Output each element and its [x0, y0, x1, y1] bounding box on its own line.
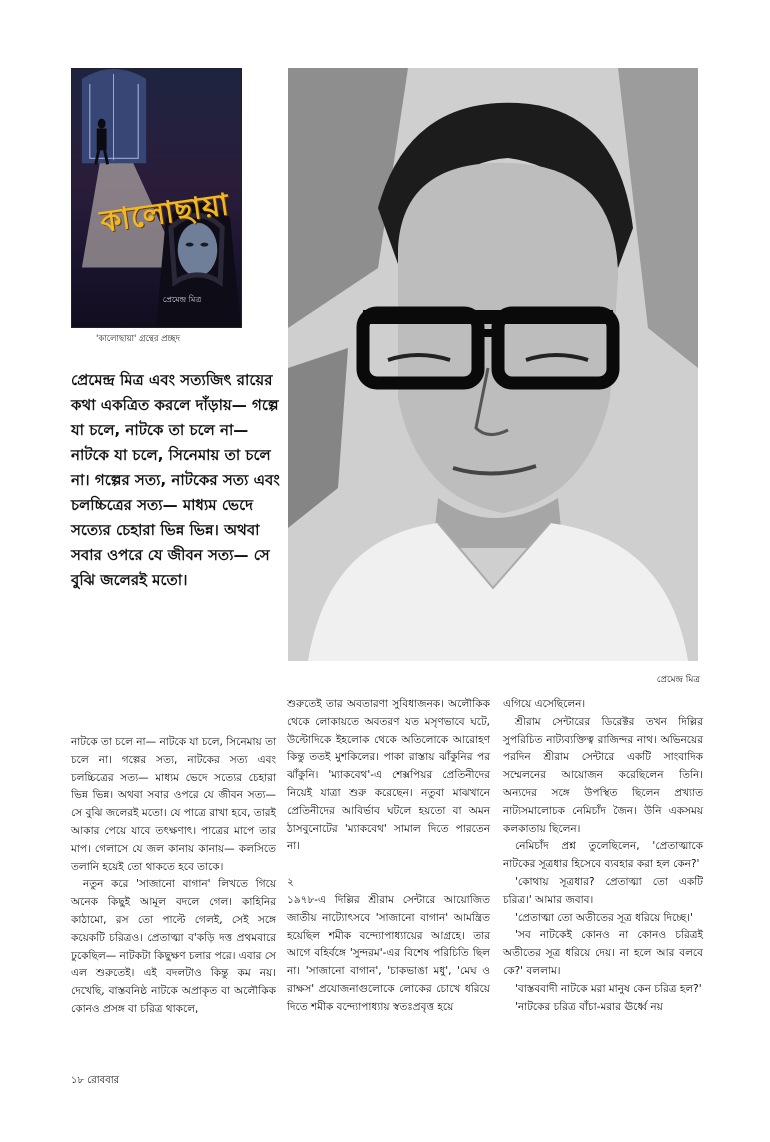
- article-column-3: [503, 696, 703, 1016]
- paragraph: শুরুতেই তার অবতারণা সুবিধাজনক। অলৌকিক থেকে লোকায়তে অবতরণ যত মসৃণভাবে ঘটে, উল্টোদিকে ইহলোক থেকে অতিলোকে আরোহণ কিন্তু ততই মুশকিলের। পাকা রাস্তায় ঝাঁকুনির পর ঝাঁকুনি। 'ম্যাকবেথ'-এ শেক্সপিয়র প্রেতিনীদের নিয়েই যাত্রা শুরু করেছেন। নতুবা মাঝখানে প্রেতিনীদের আবির্ভাব ঘটলে হয়তো বা অমন ঠাসবুনোটের 'ম্যাকবেথ' সামাল দিতে পারতেন না।: [287, 698, 490, 853]
- paragraph: নেমিচাঁদ প্রশ্ন তুলেছিলেন, 'প্রেতাত্মাকে নাটকের সূত্রধার হিসেবে ব্যবহার করা হল কেন?': [503, 840, 703, 871]
- paragraph: শ্রীরাম সেন্টারের ডিরেক্টর তখন দিল্লির সুপরিচিত নাট্যব্যক্তিত্ব রাজিন্দর নাথ। অভিনয়ের পরদিন শ্রীরাম সেন্টারে একটি সাংবাদিক সম্মেলনের আয়োজন করেছিলেন তিনি। অন্যদের সঙ্গে উপস্থিত ছিলেন প্রখ্যাত নাট্যসমালোচক নেমিচাঁদ জৈন। উনি একসময় কলকাতায় ছিলেন।: [503, 715, 703, 835]
- paragraph: 'সব নাটকেই কোনও না কোনও চরিত্রই অতীতের সূত্র ধরিয়ে দেয়। না হলে আর বলবে কে?' বললাম।: [503, 929, 703, 977]
- paragraph: এগিয়ে এসেছিলেন।: [503, 698, 586, 710]
- paragraph: 'বাস্তববাদী নাটকে মরা মানুষ কেন চরিত্র হল?': [515, 982, 702, 995]
- paragraph: ১৯৭৮-এ দিল্লির শ্রীরাম সেন্টারে আয়োজিত জাতীয় নাট্যোৎসবে 'সাজানো বাগান' আমন্ত্রিত হয়েছিল শমীক বন্দ্যোপাধ্যায়ের আগ্রহে। তার আগে বহির্বঙ্গে 'সুন্দরম'-এর বিশেষ পরিচিতি ছিল না। 'সাজানো বাগান', 'চাকভাঙা মধু', 'মেঘ ও রাক্ষস' প্রযোজনাগুলোকে লোকের চোখে ধরিয়ে দিতে শমীক বন্দ্যোপাধ্যায় স্বতঃপ্রবৃত্ত হয়ে: [287, 893, 490, 1013]
- article-column-1: [71, 734, 276, 1019]
- portrait-caption: প্রেমেন্দ্র মিত্র: [656, 675, 700, 685]
- cover-title: কালোছায়া: [98, 187, 232, 240]
- portrait-photo: [288, 68, 698, 661]
- page-folio: ১৮ রোববার: [71, 1075, 120, 1086]
- paragraph: 'কোথায় সূত্রধার? প্রেতাত্মা তো একটি চরিত্র।' আমার জবাব।: [503, 875, 703, 906]
- paragraph: 'নাটকের চরিত্র বাঁচা-মরার ঊর্ধ্বে নয়: [515, 1000, 663, 1013]
- cover-author: প্রেমেন্দ্র মিত্র: [162, 295, 202, 304]
- paragraph: নতুন করে 'সাজানো বাগান' লিখতে গিয়ে অনেক কিছুই আমূল বদলে গেল। কাহিনির কাঠামো, রস তো পাল্টে গেলই, সেই সঙ্গে কয়েকটি চরিত্রও। প্রেতাত্মা ব'কড়ি দত্ত প্রথমবারে ঢুকেছিল— নাটকটা কিছুক্ষণ চলার পরে। এবার সে এল শুরুতেই। এই বদলটাও কিন্তু কম নয়। দেখেছি, বাস্তবনিষ্ঠ নাটকে অপ্রাকৃত বা অলৌকিক কোনও প্রসঙ্গ বা চরিত্র থাকলে,: [71, 878, 276, 1015]
- paragraph: নাটকে তা চলে না— নাটকে যা চলে, সিনেমায় তা চলে না। গল্পের সত্য, নাটকের সত্য এবং চলচ্চিত্রের সত্য— মাধ্যম ভেদে সত্যের চেহারা ভিন্ন ভিন্ন। অথবা সবার ওপরে যে জীবন সত্য— সে বুঝি জলেরই মতো। যে পাত্রে রাখা হবে, তারই আকার পেয়ে যাবে তৎক্ষণাৎ। পাত্রের মাপে তার মাপ। গেলাসে যে জল কানায় কানায়— কলসিতে তলানি হয়েই তো থাকতে হবে তাকে।: [71, 736, 276, 873]
- pull-quote: প্রেমেন্দ্র মিত্র এবং সত্যজিৎ রায়ের কথা একত্রিত করলে দাঁড়ায়— গল্পে যা চলে, নাটকে তা চলে না— নাটকে যা চলে, সিনেমায় তা চলে না। গল্পের সত্য, নাটকের সত্য এবং চলচ্চিত্রের সত্য— মাধ্যম ভেদে সত্যের চেহারা ভিন্ন ভিন্ন। অথবা সবার ওপরে যে জীবন সত্য— সে বুঝি জলেরই মতো।: [71, 371, 280, 589]
- portrait-illustration: [288, 68, 698, 661]
- article-column-2: [287, 696, 490, 1017]
- paragraph: 'প্রেতাত্মা তো অতীতের সূত্র ধরিয়ে দিচ্ছে।': [515, 911, 693, 924]
- section-number: ২: [287, 876, 294, 889]
- cover-caption: 'কালোছায়া' গ্রন্থের প্রচ্ছদ: [96, 334, 181, 344]
- book-cover-image: [71, 68, 242, 328]
